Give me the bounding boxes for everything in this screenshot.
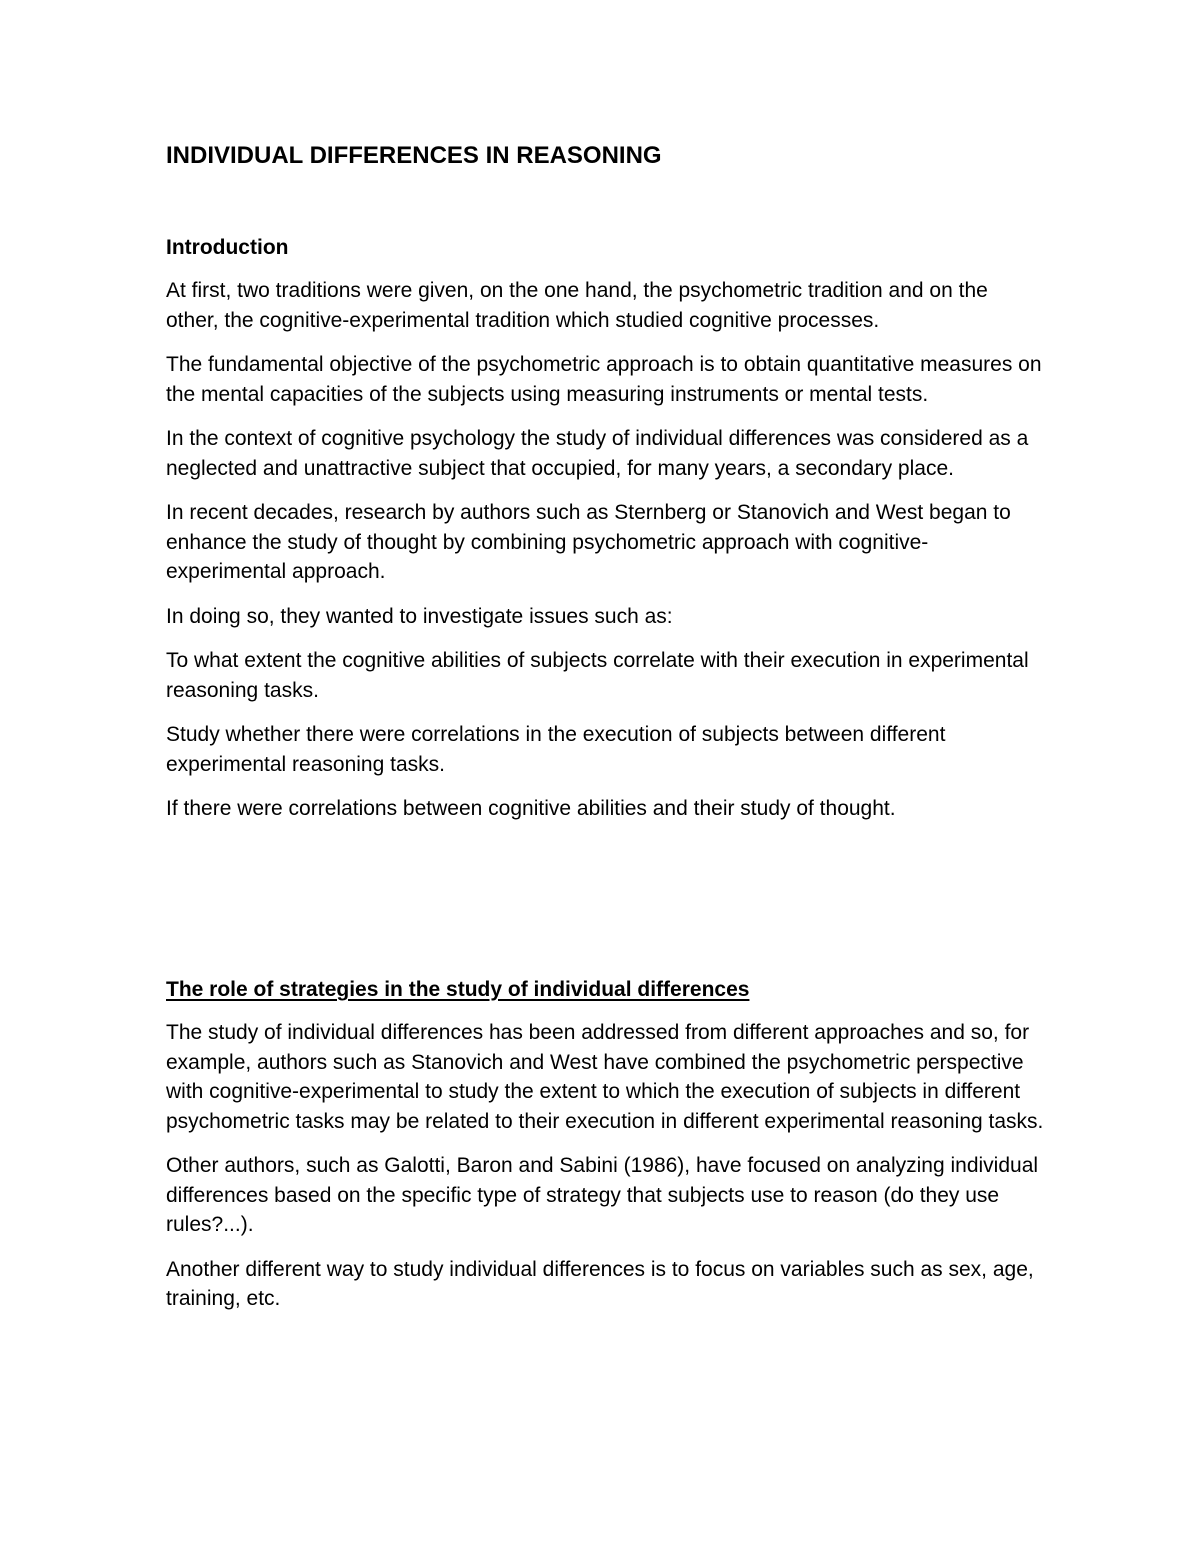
paragraph: To what extent the cognitive abilities of subjects correlate with their execution in experimental reasoning tasks. <box>166 649 1029 702</box>
section-introduction <box>166 233 1046 839</box>
paragraph: The study of individual differences has been addressed from different approaches and so, for example, authors such as Stanovich and West have combined the psychometric perspective with cognitive-experimental to study the extent to which the execution of subjects in different psychometric tasks may be related to their execution in different experimental reasoning tasks. <box>166 1021 1044 1133</box>
paragraph: Another different way to study individual differences is to focus on variables such as sex, age, training, etc. <box>166 1257 1034 1310</box>
paragraph: Other authors, such as Galotti, Baron and Sabini (1986), have focused on analyzing individual differences based on the specific type of strategy that subjects use to reason (do they use rules?...). <box>166 1154 1039 1236</box>
document-title: INDIVIDUAL DIFFERENCES IN REASONING <box>166 142 662 169</box>
paragraph: In the context of cognitive psychology the study of individual differences was considered as a neglected and unattractive subject that occupied, for many years, a secondary place. <box>166 427 1029 480</box>
paragraph: Study whether there were correlations in the execution of subjects between different experimental reasoning tasks. <box>166 723 946 776</box>
paragraph: The fundamental objective of the psychometric approach is to obtain quantitative measures on the mental capacities of the subjects using measuring instruments or mental tests. <box>166 353 1042 406</box>
section-role-of-strategies <box>166 975 1046 1329</box>
paragraph: At first, two traditions were given, on the one hand, the psychometric tradition and on the other, the cognitive-experimental tradition which studied cognitive processes. <box>166 279 988 332</box>
paragraph: In recent decades, research by authors such as Sternberg or Stanovich and West began to enhance the study of thought by combining psychometric approach with cognitive-experimental approach. <box>166 501 1011 583</box>
section-heading-role-of-strategies: The role of strategies in the study of individual differences <box>166 978 750 1001</box>
paragraph: In doing so, they wanted to investigate issues such as: <box>166 604 673 628</box>
paragraph: If there were correlations between cognitive abilities and their study of thought. <box>166 797 896 820</box>
section-heading-introduction: Introduction <box>166 236 289 259</box>
